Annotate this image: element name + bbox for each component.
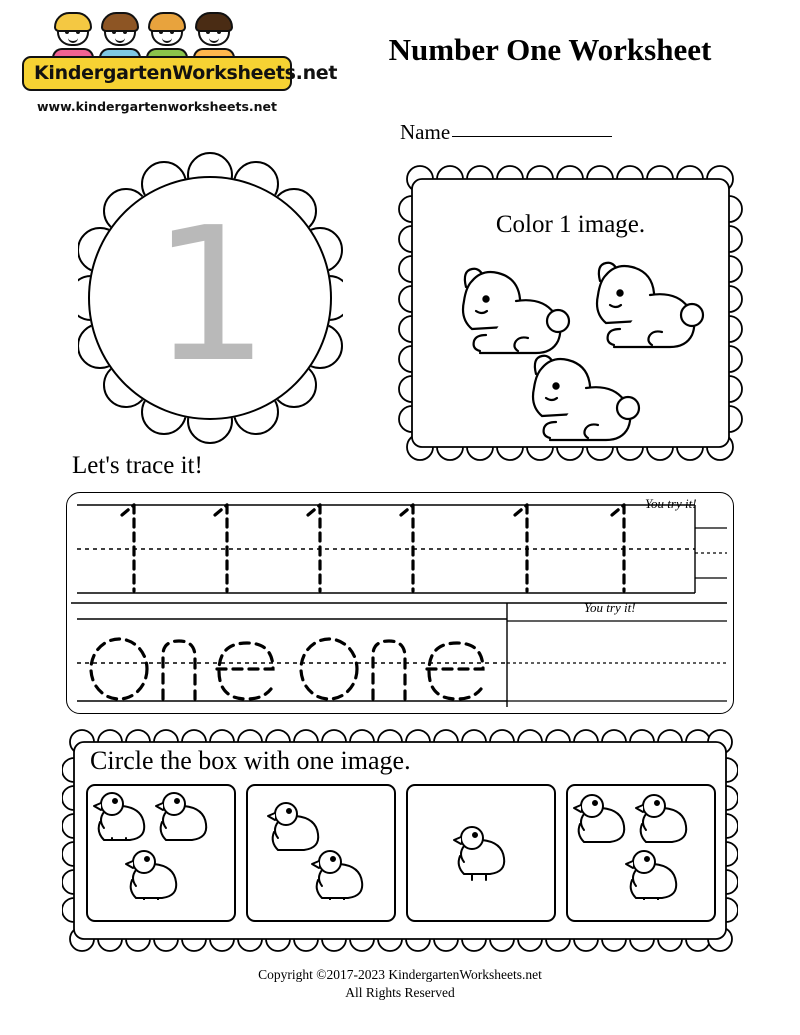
- bunny-icon-1: [456, 261, 576, 356]
- duck-icon: [572, 792, 630, 844]
- duck-icon: [266, 800, 324, 852]
- kid-icon-2: [97, 14, 143, 60]
- choice-box-3[interactable]: [406, 784, 556, 922]
- duck-icon: [634, 792, 692, 844]
- name-field: [400, 120, 612, 145]
- name-input-rule[interactable]: [452, 136, 612, 137]
- trace-instruction: Let's trace it!: [72, 452, 203, 479]
- duck-icon: [452, 824, 510, 882]
- kid-icon-3: [144, 14, 190, 60]
- duck-icon: [624, 848, 682, 900]
- page-footer: [0, 966, 800, 1002]
- badge-numeral: 1: [151, 187, 270, 403]
- choice-box-2[interactable]: [246, 784, 396, 922]
- color-instruction: Color 1 image.: [495, 211, 646, 238]
- duck-icon: [154, 790, 212, 842]
- bunny-icon-2: [590, 255, 710, 350]
- number-badge: [78, 148, 343, 453]
- circle-box-section: [62, 728, 738, 953]
- duck-icon: [310, 848, 368, 900]
- circle-instruction: Circle the box with one image.: [90, 746, 411, 775]
- you-try-label-1: You try it!: [645, 496, 697, 511]
- rights-text: All Rights Reserved: [345, 985, 455, 1001]
- kid-icon-1: [50, 14, 96, 60]
- choice-box-4[interactable]: [566, 784, 716, 922]
- color-image-section: [398, 163, 743, 463]
- choice-box-1[interactable]: [86, 784, 236, 922]
- duck-icon: [92, 790, 150, 842]
- duck-icon: [124, 848, 182, 900]
- site-logo[interactable]: [22, 14, 338, 114]
- kids-illustration: [50, 14, 292, 60]
- page-title: Number One Worksheet: [388, 32, 712, 67]
- page-header: [0, 0, 800, 144]
- name-label: Name: [400, 120, 451, 144]
- bunny-icon-3: [526, 348, 646, 443]
- logo-wordmark: KindergartenWorksheets.net: [22, 56, 292, 91]
- copyright-text: Copyright ©2017-2023 KindergartenWorksheets.net: [258, 967, 542, 982]
- kid-icon-4: [191, 14, 237, 60]
- site-url: www.kindergartenworksheets.net: [36, 99, 277, 114]
- you-try-label-2: You try it!: [584, 600, 636, 615]
